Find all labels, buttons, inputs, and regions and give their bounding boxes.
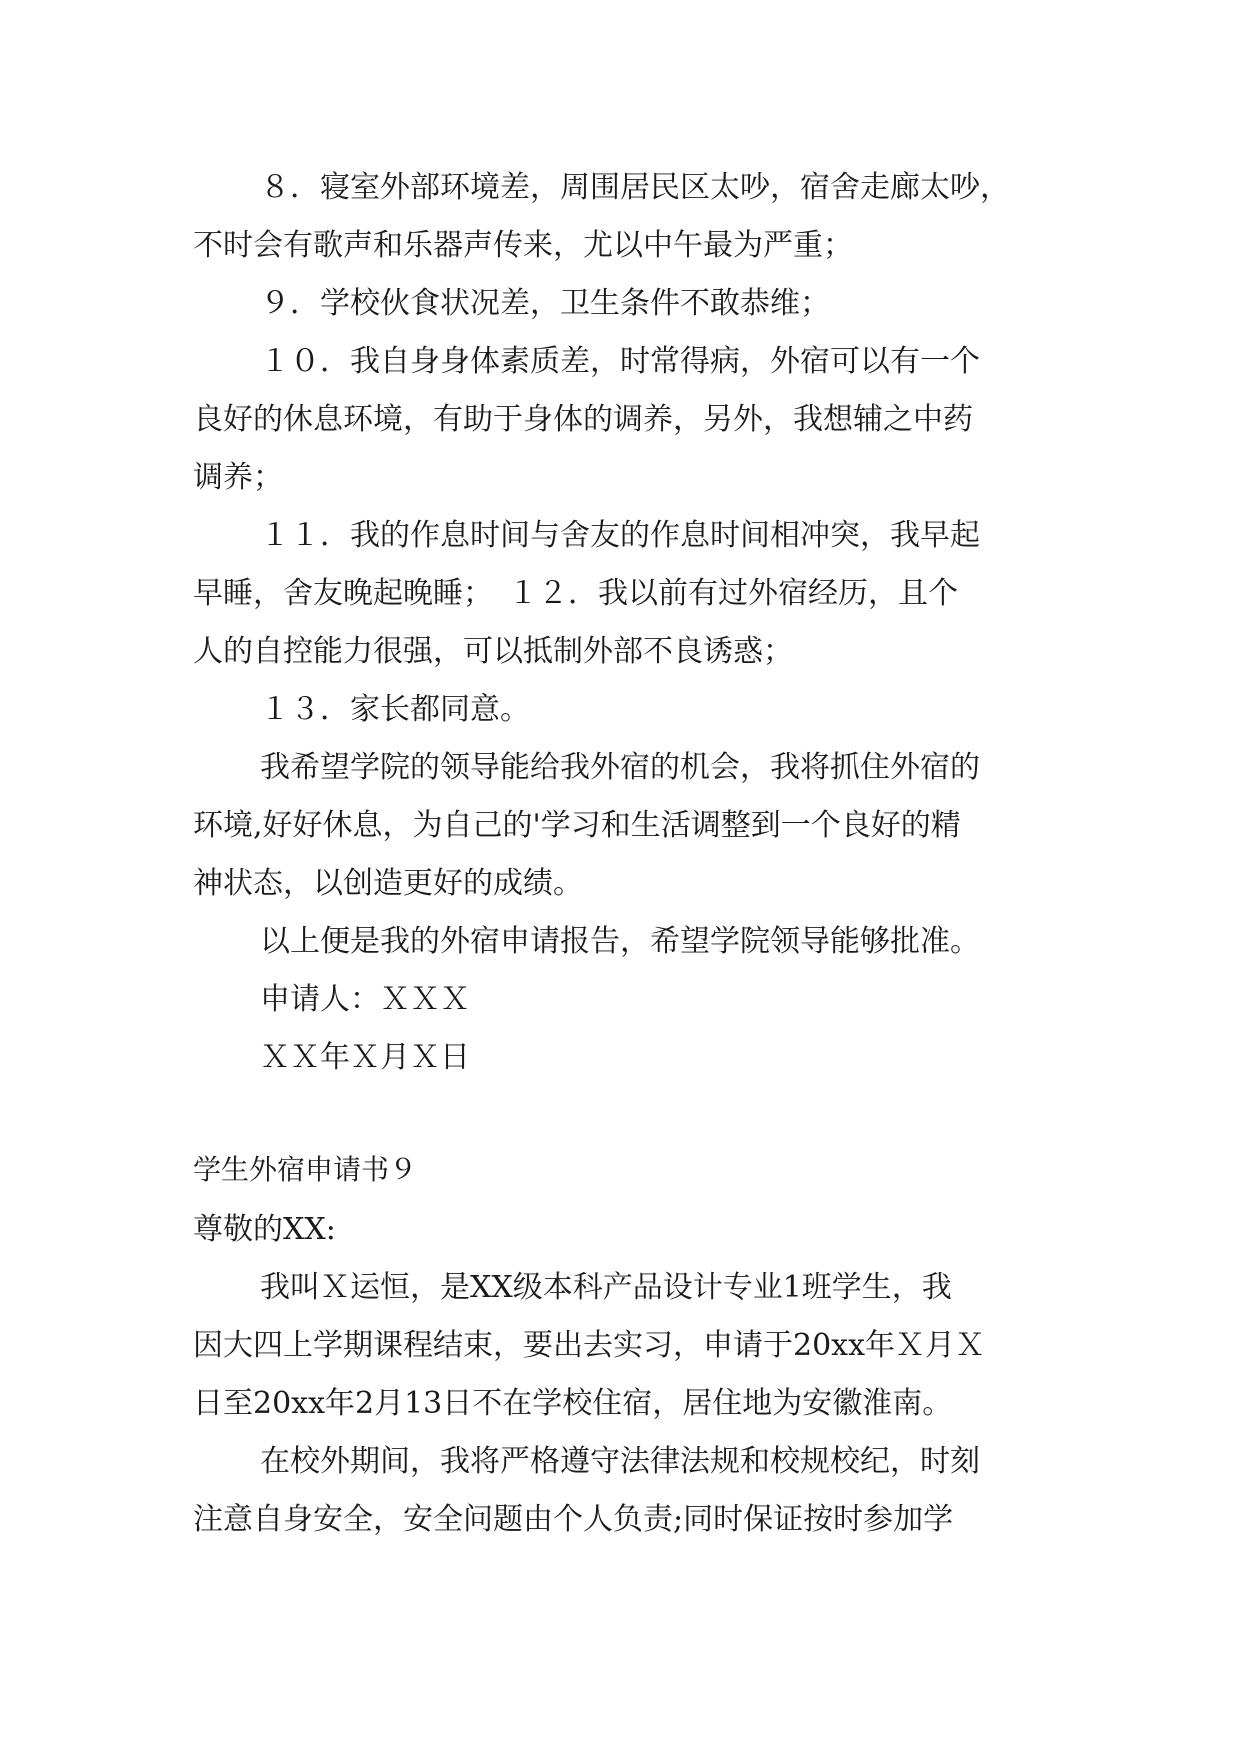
applicant-line: 申请人：ＸＸＸ [260,982,470,1017]
paragraph-line: 注意自身安全，安全问题由个人负责;同时保证按时参加学 [193,1502,954,1537]
salutation: 尊敬的XX: [193,1212,336,1247]
paragraph-line: 良好的休息环境，有助于身体的调养，另外，我想辅之中药 [193,402,973,437]
paragraph-line: 我叫Ｘ运恒，是XX级本科产品设计专业1班学生，我 [260,1270,952,1305]
paragraph-line: 早睡，舍友晚起晚睡； １２．我以前有过外宿经历，且个 [193,576,958,611]
paragraph-line: 以上便是我的外宿申请报告，希望学院领导能够批准。 [260,924,980,959]
paragraph-line: 调养； [193,460,283,495]
paragraph-line: 我希望学院的领导能给我外宿的机会，我将抓住外宿的 [260,750,980,785]
paragraph-line: 因大四上学期课程结束，要出去实习，申请于20xx年Ｘ月Ｘ [193,1328,986,1363]
paragraph-line: 在校外期间，我将严格遵守法律法规和校规校纪，时刻 [260,1444,980,1479]
paragraph-line: 不时会有歌声和乐器声传来，尤以中午最为严重； [193,228,853,263]
paragraph-line: ８．寝室外部环境差，周围居民区太吵，宿舍走廊太吵， [260,170,1010,205]
paragraph-line: １０．我自身身体素质差，时常得病，外宿可以有一个 [260,344,980,379]
date-line: ＸＸ年Ｘ月Ｘ日 [260,1040,470,1075]
section-title: 学生外宿申请书９ [193,1153,418,1186]
paragraph-line: 神状态，以创造更好的成绩。 [193,866,583,901]
paragraph-line: １３．家长都同意。 [260,692,530,727]
paragraph-line: １１．我的作息时间与舍友的作息时间相冲突，我早起 [260,518,980,553]
paragraph-line: 环境,好好休息，为自己的'学习和生活调整到一个良好的精 [193,808,961,843]
paragraph-line: 日至20xx年2月13日不在学校住宿，居住地为安徽淮南。 [193,1386,953,1421]
paragraph-line: ９．学校伙食状况差，卫生条件不敢恭维； [260,286,830,321]
paragraph-line: 人的自控能力很强，可以抵制外部不良诱惑； [193,634,793,669]
